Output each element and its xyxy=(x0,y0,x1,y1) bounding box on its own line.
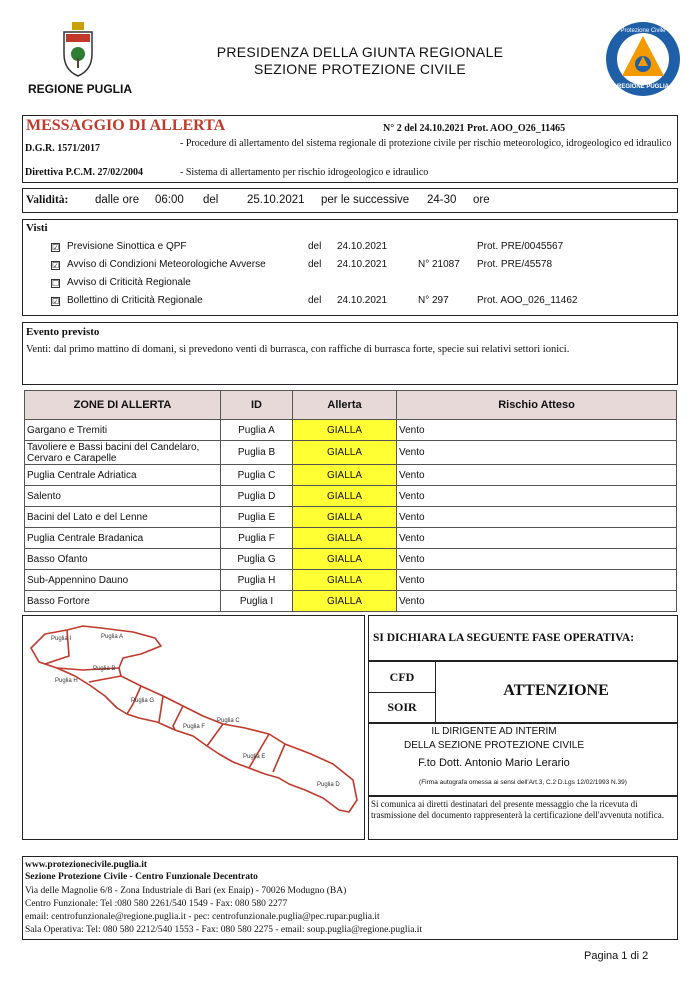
map-label-puglia-g: Puglia G xyxy=(131,698,155,704)
visti-item-prot: Prot. PRE/0045567 xyxy=(477,241,564,252)
visti-item-del: del xyxy=(308,295,322,306)
validita-box xyxy=(22,188,678,213)
checkbox-unchecked-icon: ☐ xyxy=(52,279,60,288)
visti-item-del: del xyxy=(308,241,322,252)
validita-dalle-ore: dalle ore xyxy=(95,194,140,206)
zone-id: Puglia H xyxy=(221,570,293,591)
zone-allerta: GIALLA xyxy=(293,591,397,612)
crest-icon xyxy=(58,20,98,78)
table-row xyxy=(25,465,677,486)
dgr-text: - Procedure di allertamento del sistema regionale di protezione civile per rischio meteorologico, idrogeologico ed idraulico xyxy=(180,138,672,149)
zone-name: Gargano e Tremiti xyxy=(25,420,221,441)
dgr-label: D.G.R. 1571/2017 xyxy=(25,143,100,154)
table-row xyxy=(25,507,677,528)
visti-item-date: 24.10.2021 xyxy=(337,259,388,270)
visti-item-del: del xyxy=(308,259,322,270)
table-row xyxy=(25,570,677,591)
table-row xyxy=(25,549,677,570)
map-label-puglia-f: Puglia F xyxy=(183,724,206,730)
table-row xyxy=(25,486,677,507)
zone-id: Puglia A xyxy=(221,420,293,441)
footer-sala: Sala Operativa: Tel: 080 580 2212/540 1553 - Fax: 080 580 2275 - email: soup.puglia@regione.puglia.it xyxy=(25,925,423,935)
table-row xyxy=(25,528,677,549)
visti-item-name: Bollettino di Criticità Regionale xyxy=(67,295,203,306)
validita-ore-range: 24-30 xyxy=(427,194,457,206)
footer-box xyxy=(22,856,678,940)
zone-allerta: GIALLA xyxy=(293,549,397,570)
footer-section: Sezione Protezione Civile - Centro Funzionale Decentrato xyxy=(25,872,258,882)
zones-header-row xyxy=(25,391,677,420)
zone-rischio: Vento xyxy=(397,528,677,549)
zone-allerta: GIALLA xyxy=(293,420,397,441)
dirigente-name: F.to Dott. Antonio Mario Lerario xyxy=(418,757,570,769)
fase-value: ATTENZIONE xyxy=(503,682,609,699)
dirigente-box xyxy=(368,723,678,796)
validita-successive: per le successive xyxy=(321,194,410,206)
visti-item-name: Avviso di Condizioni Meteorologiche Avverse xyxy=(67,259,266,270)
fase-heading-box xyxy=(368,615,678,661)
zone-id: Puglia C xyxy=(221,465,293,486)
visti-item-num: N° 21087 xyxy=(418,259,460,270)
zone-id: Puglia G xyxy=(221,549,293,570)
zone-allerta: GIALLA xyxy=(293,507,397,528)
visti-item-name: Previsione Sinottica e QPF xyxy=(67,241,187,252)
map-label-puglia-i: Puglia I xyxy=(51,636,72,642)
zone-id: Puglia F xyxy=(221,528,293,549)
zones-table xyxy=(24,390,677,612)
zone-rischio: Vento xyxy=(397,507,677,528)
zones-header-zona: ZONE DI ALLERTA xyxy=(25,391,221,420)
zones-header-allerta: Allerta xyxy=(293,391,397,420)
zone-allerta: GIALLA xyxy=(293,441,397,465)
evento-box xyxy=(22,322,678,385)
zone-name: Bacini del Lato e del Lenne xyxy=(25,507,221,528)
dir-label: Direttiva P.C.M. 27/02/2004 xyxy=(25,167,144,178)
zone-rischio: Vento xyxy=(397,570,677,591)
zone-rischio: Vento xyxy=(397,549,677,570)
map-label-puglia-b: Puglia B xyxy=(93,666,116,672)
zone-rischio: Vento xyxy=(397,441,677,465)
checkbox-checked-icon: ☑ xyxy=(52,297,60,306)
visti-row xyxy=(23,293,699,309)
validita-del: del xyxy=(203,194,219,206)
region-name: REGIONE PUGLIA xyxy=(28,82,133,96)
protezione-civile-logo xyxy=(604,20,682,98)
validita-data: 25.10.2021 xyxy=(247,194,305,206)
zone-id: Puglia B xyxy=(221,441,293,465)
zones-header-id: ID xyxy=(221,391,293,420)
puglia-map xyxy=(23,616,364,839)
footer-centro: Centro Funzionale: Tel :080 580 2261/540 1549 - Fax: 080 580 2277 xyxy=(25,899,288,909)
visti-item-num: N° 297 xyxy=(418,295,449,306)
zone-name: Basso Ofanto xyxy=(25,549,221,570)
dirigente-line2: DELLA SEZIONE PROTEZIONE CIVILE xyxy=(403,740,585,751)
zone-rischio: Vento xyxy=(397,591,677,612)
logo-text-top: Protezione Civile xyxy=(620,28,666,34)
table-row xyxy=(25,591,677,612)
comunicazione-text: Si comunica ai diretti destinatari del presente messaggio che la ricevuta di trasmissione del documento rappresenterà la certificazione dell'avvenuta notifica. xyxy=(371,799,664,820)
zone-name: Sub-Appennino Dauno xyxy=(25,570,221,591)
zone-id: Puglia I xyxy=(221,591,293,612)
map-label-puglia-c: Puglia C xyxy=(217,718,240,724)
zone-allerta: GIALLA xyxy=(293,486,397,507)
zone-name: Basso Fortore xyxy=(25,591,221,612)
fase-cfd: CFD xyxy=(389,670,415,684)
comunicazione-box xyxy=(368,796,678,840)
fase-soir: SOIR xyxy=(387,700,417,714)
message-title: MESSAGGIO DI ALLERTA xyxy=(26,117,226,134)
evento-title: Evento previsto xyxy=(26,326,100,338)
map-label-puglia-h: Puglia H xyxy=(55,678,78,684)
footer-website: www.protezionecivile.puglia.it xyxy=(25,860,147,870)
visti-row xyxy=(23,239,699,255)
checkbox-checked-icon: ☑ xyxy=(52,243,60,252)
region-crest xyxy=(58,20,98,78)
evento-text: Venti: dal primo mattino di domani, si prevedono venti di burrasca, con raffiche di burrasca forte, specie sui relativi settori ionici. xyxy=(26,344,570,355)
zone-id: Puglia D xyxy=(221,486,293,507)
zone-rischio: Vento xyxy=(397,420,677,441)
zone-id: Puglia E xyxy=(221,507,293,528)
zone-name: Salento xyxy=(25,486,221,507)
logo-text-bottom: REGIONE PUGLIA xyxy=(616,84,669,90)
map-box xyxy=(22,615,365,840)
zone-name: Tavoliere e Bassi bacini del Candelaro, Cervaro e Carapelle xyxy=(25,441,221,465)
dirigente-line1: IL DIRIGENTE AD INTERIM xyxy=(431,726,557,737)
visti-item-prot: Prot. AOO_026_11462 xyxy=(477,295,578,306)
footer-email: email: centrofunzionale@regione.puglia.it - pec: centrofunzionale.puglia@pec.rupar.puglia.it xyxy=(25,912,380,922)
visti-item-date: 24.10.2021 xyxy=(337,241,388,252)
header-title-line1: PRESIDENZA DELLA GIUNTA REGIONALE xyxy=(216,44,504,60)
zone-rischio: Vento xyxy=(397,486,677,507)
table-row xyxy=(25,420,677,441)
validita-ora: 06:00 xyxy=(155,194,184,206)
visti-row xyxy=(23,257,699,273)
zones-header-rischio: Rischio Atteso xyxy=(397,391,677,420)
zone-name: Puglia Centrale Bradanica xyxy=(25,528,221,549)
zone-allerta: GIALLA xyxy=(293,570,397,591)
visti-title: Visti xyxy=(26,222,48,234)
visti-item-name: Avviso di Criticità Regionale xyxy=(67,277,191,288)
visti-item-prot: Prot. PRE/45578 xyxy=(477,259,553,270)
message-box xyxy=(22,115,678,183)
table-row xyxy=(25,441,677,465)
fase-heading: SI DICHIARA LA SEGUENTE FASE OPERATIVA: xyxy=(373,632,635,644)
footer-address: Via delle Magnolie 6/8 - Zona Industriale di Bari (ex Enaip) - 70026 Modugno (BA) xyxy=(25,886,347,896)
visti-item-date: 24.10.2021 xyxy=(337,295,388,306)
map-label-puglia-a: Puglia A xyxy=(101,634,124,640)
fase-box xyxy=(368,661,678,723)
validita-ore: ore xyxy=(473,194,490,206)
page-number: Pagina 1 di 2 xyxy=(584,950,649,962)
visti-row xyxy=(23,275,699,291)
message-number: N° 2 del 24.10.2021 Prot. AOO_O26_11465 xyxy=(383,123,566,134)
header-title-line2: SEZIONE PROTEZIONE CIVILE xyxy=(253,61,467,77)
checkbox-checked-icon: ☑ xyxy=(52,261,60,270)
visti-box xyxy=(22,219,678,316)
map-label-puglia-e: Puglia E xyxy=(243,754,266,760)
map-label-puglia-d: Puglia D xyxy=(317,782,340,788)
validita-label: Validità: xyxy=(26,194,69,206)
zone-rischio: Vento xyxy=(397,465,677,486)
zone-name: Puglia Centrale Adriatica xyxy=(25,465,221,486)
dirigente-note: (Firma autografa omessa ai sensi dell'Art.3, C.2 D.Lgs 12/02/1993 N.39) xyxy=(419,779,627,786)
zone-allerta: GIALLA xyxy=(293,528,397,549)
dir-text: - Sistema di allertamento per rischio idrogeologico e idraulico xyxy=(180,167,429,178)
zone-allerta: GIALLA xyxy=(293,465,397,486)
